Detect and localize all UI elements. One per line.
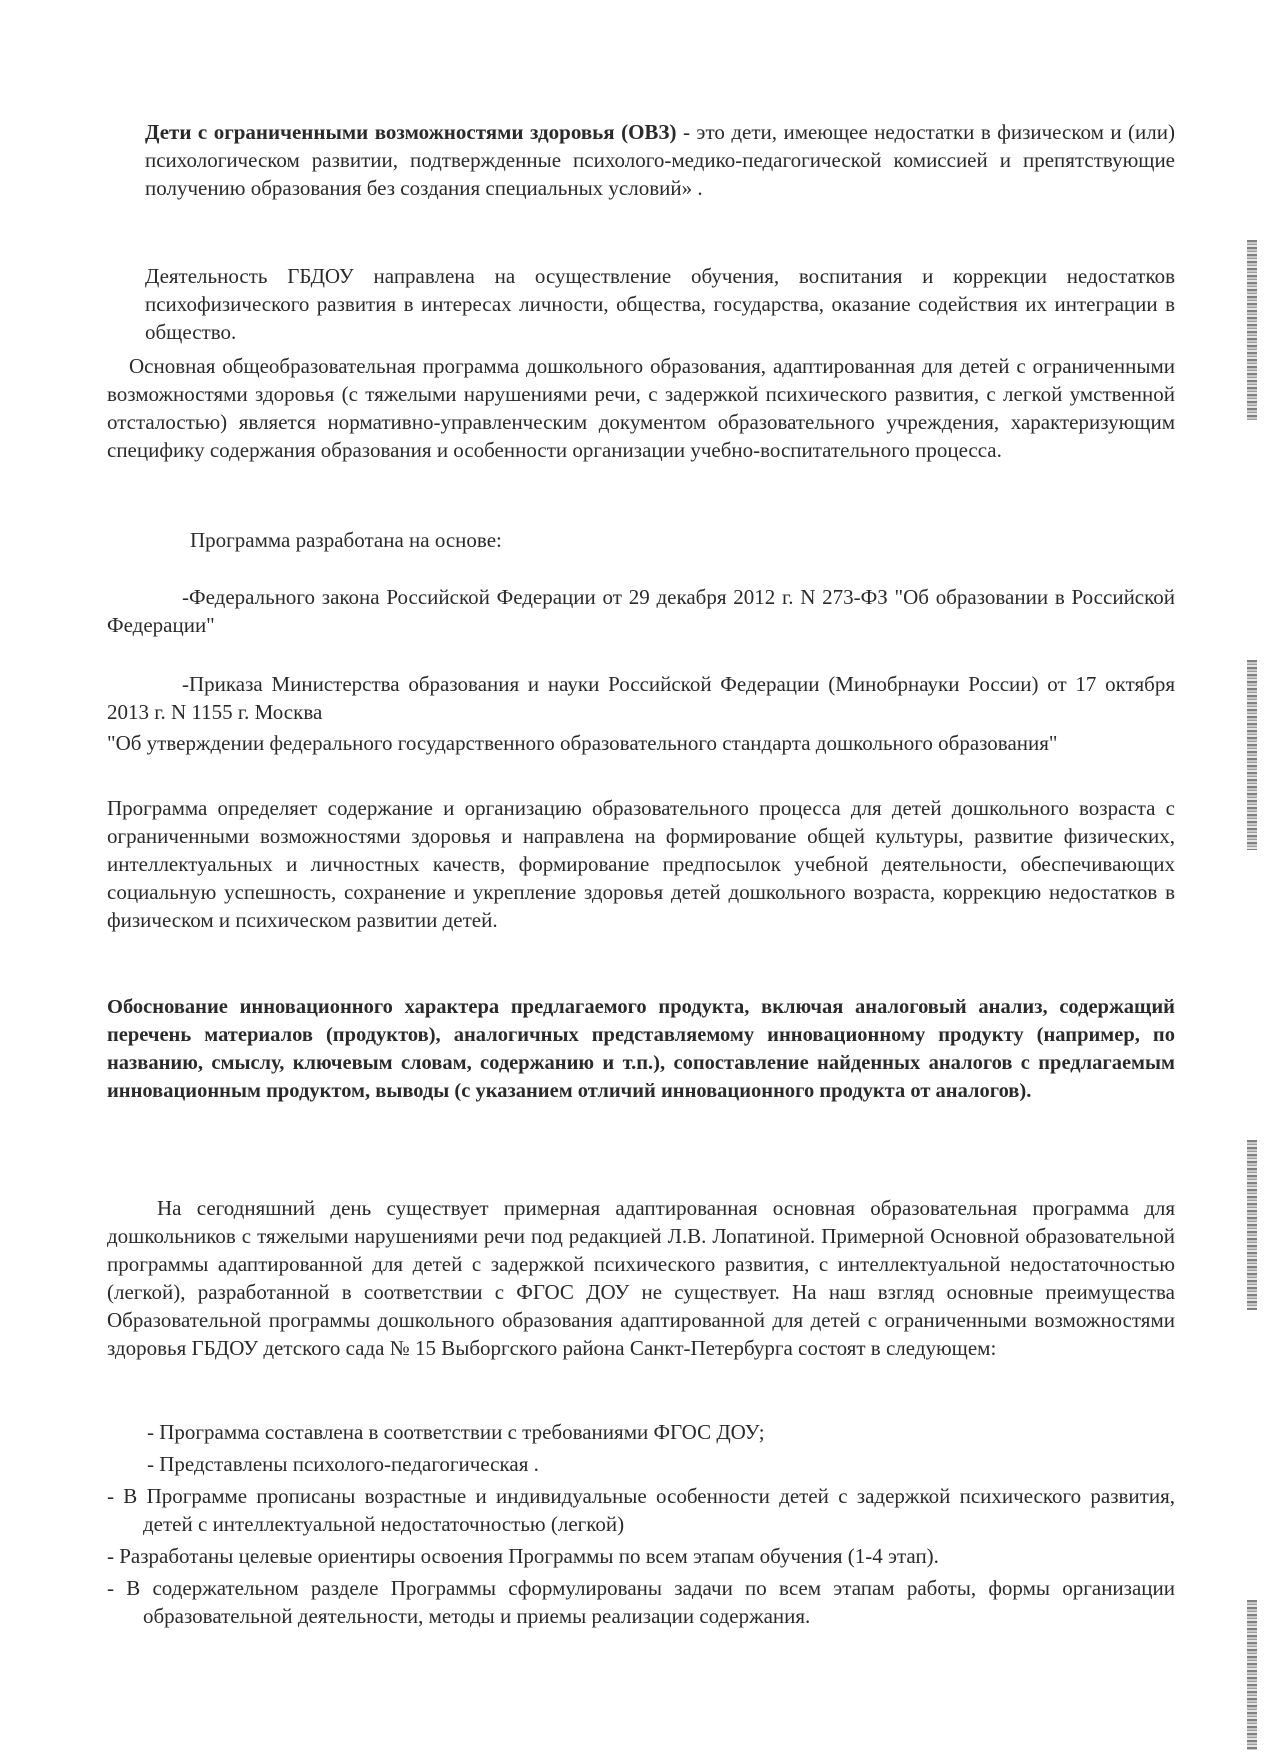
advantages-list [107,1418,1175,1634]
list-item: - В содержательном разделе Программы сформулированы задачи по всем этапам работы, формы организации образовательной деятельности, методы и приемы реализации содержания. [107,1576,1175,1628]
ministry-order-reference: -Приказа Министерства образования и науки Российской Федерации (Минобрнауки России) от 17 октября 2013 г. N 1155 г. Москва [107,672,1175,724]
ovz-term: Дети с ограниченными возможностями здоровья (ОВЗ) [145,120,677,144]
list-item: - В Программе прописаны возрастные и индивидуальные особенности детей с задержкой психического развития, детей с интеллектуальной недостаточностью (легкой) [107,1484,1175,1536]
innovation-section-heading: Обоснование инновационного характера предлагаемого продукта, включая аналоговый анализ, содержащий перечень материалов (продуктов), аналогичных представляемому инновационному продукту (например, по названию, смыслу, ключевым словам, содержанию и т.п.), сопоставление найденных аналогов с предлагаемым инновационным продуктом, выводы (с указанием отличий инновационного продукта от аналогов). [107,996,1175,1102]
list-item: - Программа составлена в соответствии с требованиями ФГОС ДОУ; [147,1420,765,1444]
ovz-definition-text: - это дети, имеющее недостатки в физическом и (или) психологическом развитии, подтвержденные психолого-медико-педагогической комиссией и препятствующие получению образования без создания специальных условий» . [145,120,1175,200]
list-item: - Представлены психолого-педагогическая . [147,1452,539,1476]
basis-intro: Программа разработана на основе: [190,528,502,552]
current-state-paragraph: На сегодняшний день существует примерная адаптированная основная образовательная программа для дошкольников с тяжелыми нарушениями речи под редакцией Л.В. Лопатиной. Примерной Основной образовательной программы адаптированной для детей с задержкой психического развития, с интеллектуальной недостаточностью (легкой), разработанной в соответствии с ФГОС ДОУ не существует. На наш взгляд основные преимущества Образовательной программы дошкольного образования адаптированной для детей с ограниченными возможностями здоровья ГБДОУ детского сада № 15 Выборгского района Санкт-Петербурга состоят в следующем: [107,1196,1175,1360]
fgos-title-reference: "Об утверждении федерального государственного образовательного стандарта дошкольного образования" [107,731,1058,755]
main-program-paragraph: Основная общеобразовательная программа дошкольного образования, адаптированная для детей с ограниченными возможностями здоровья (с тяжелыми нарушениями речи, с задержкой психического развития, с легкой умственной отсталостью) является нормативно-управленческим документом образовательного учреждения, характеризующим специфику содержания образования и особенности организации учебно-воспитательного процесса. [107,354,1175,462]
scan-artifact [1247,240,1257,420]
federal-law-reference: -Федерального закона Российской Федерации от 29 декабря 2012 г. N 273-ФЗ "Об образовании в Российской Федерации" [107,585,1176,637]
scan-artifact [1247,1140,1257,1310]
activity-paragraph: Деятельность ГБДОУ направлена на осуществление обучения, воспитания и коррекции недостатков психофизического развития в интересах личности, общества, государства, оказание содействия их интеграции в общество. [145,264,1175,344]
scan-artifact [1247,1600,1257,1750]
program-defines-paragraph: Программа определяет содержание и организацию образовательного процесса для детей дошкольного возраста с ограниченными возможностями здоровья и направлена на формирование общей культуры, развитие физических, интеллектуальных и личностных качеств, формирование предпосылок учебной деятельности, обеспечивающих социальную успешность, сохранение и укрепление здоровья детей дошкольного возраста, коррекцию недостатков в физическом и психическом развитии детей. [107,796,1175,932]
scan-artifact [1247,660,1257,850]
list-item: - Разработаны целевые ориентиры освоения Программы по всем этапам обучения (1-4 этап). [107,1544,939,1568]
ovz-definition-paragraph [145,118,1175,202]
